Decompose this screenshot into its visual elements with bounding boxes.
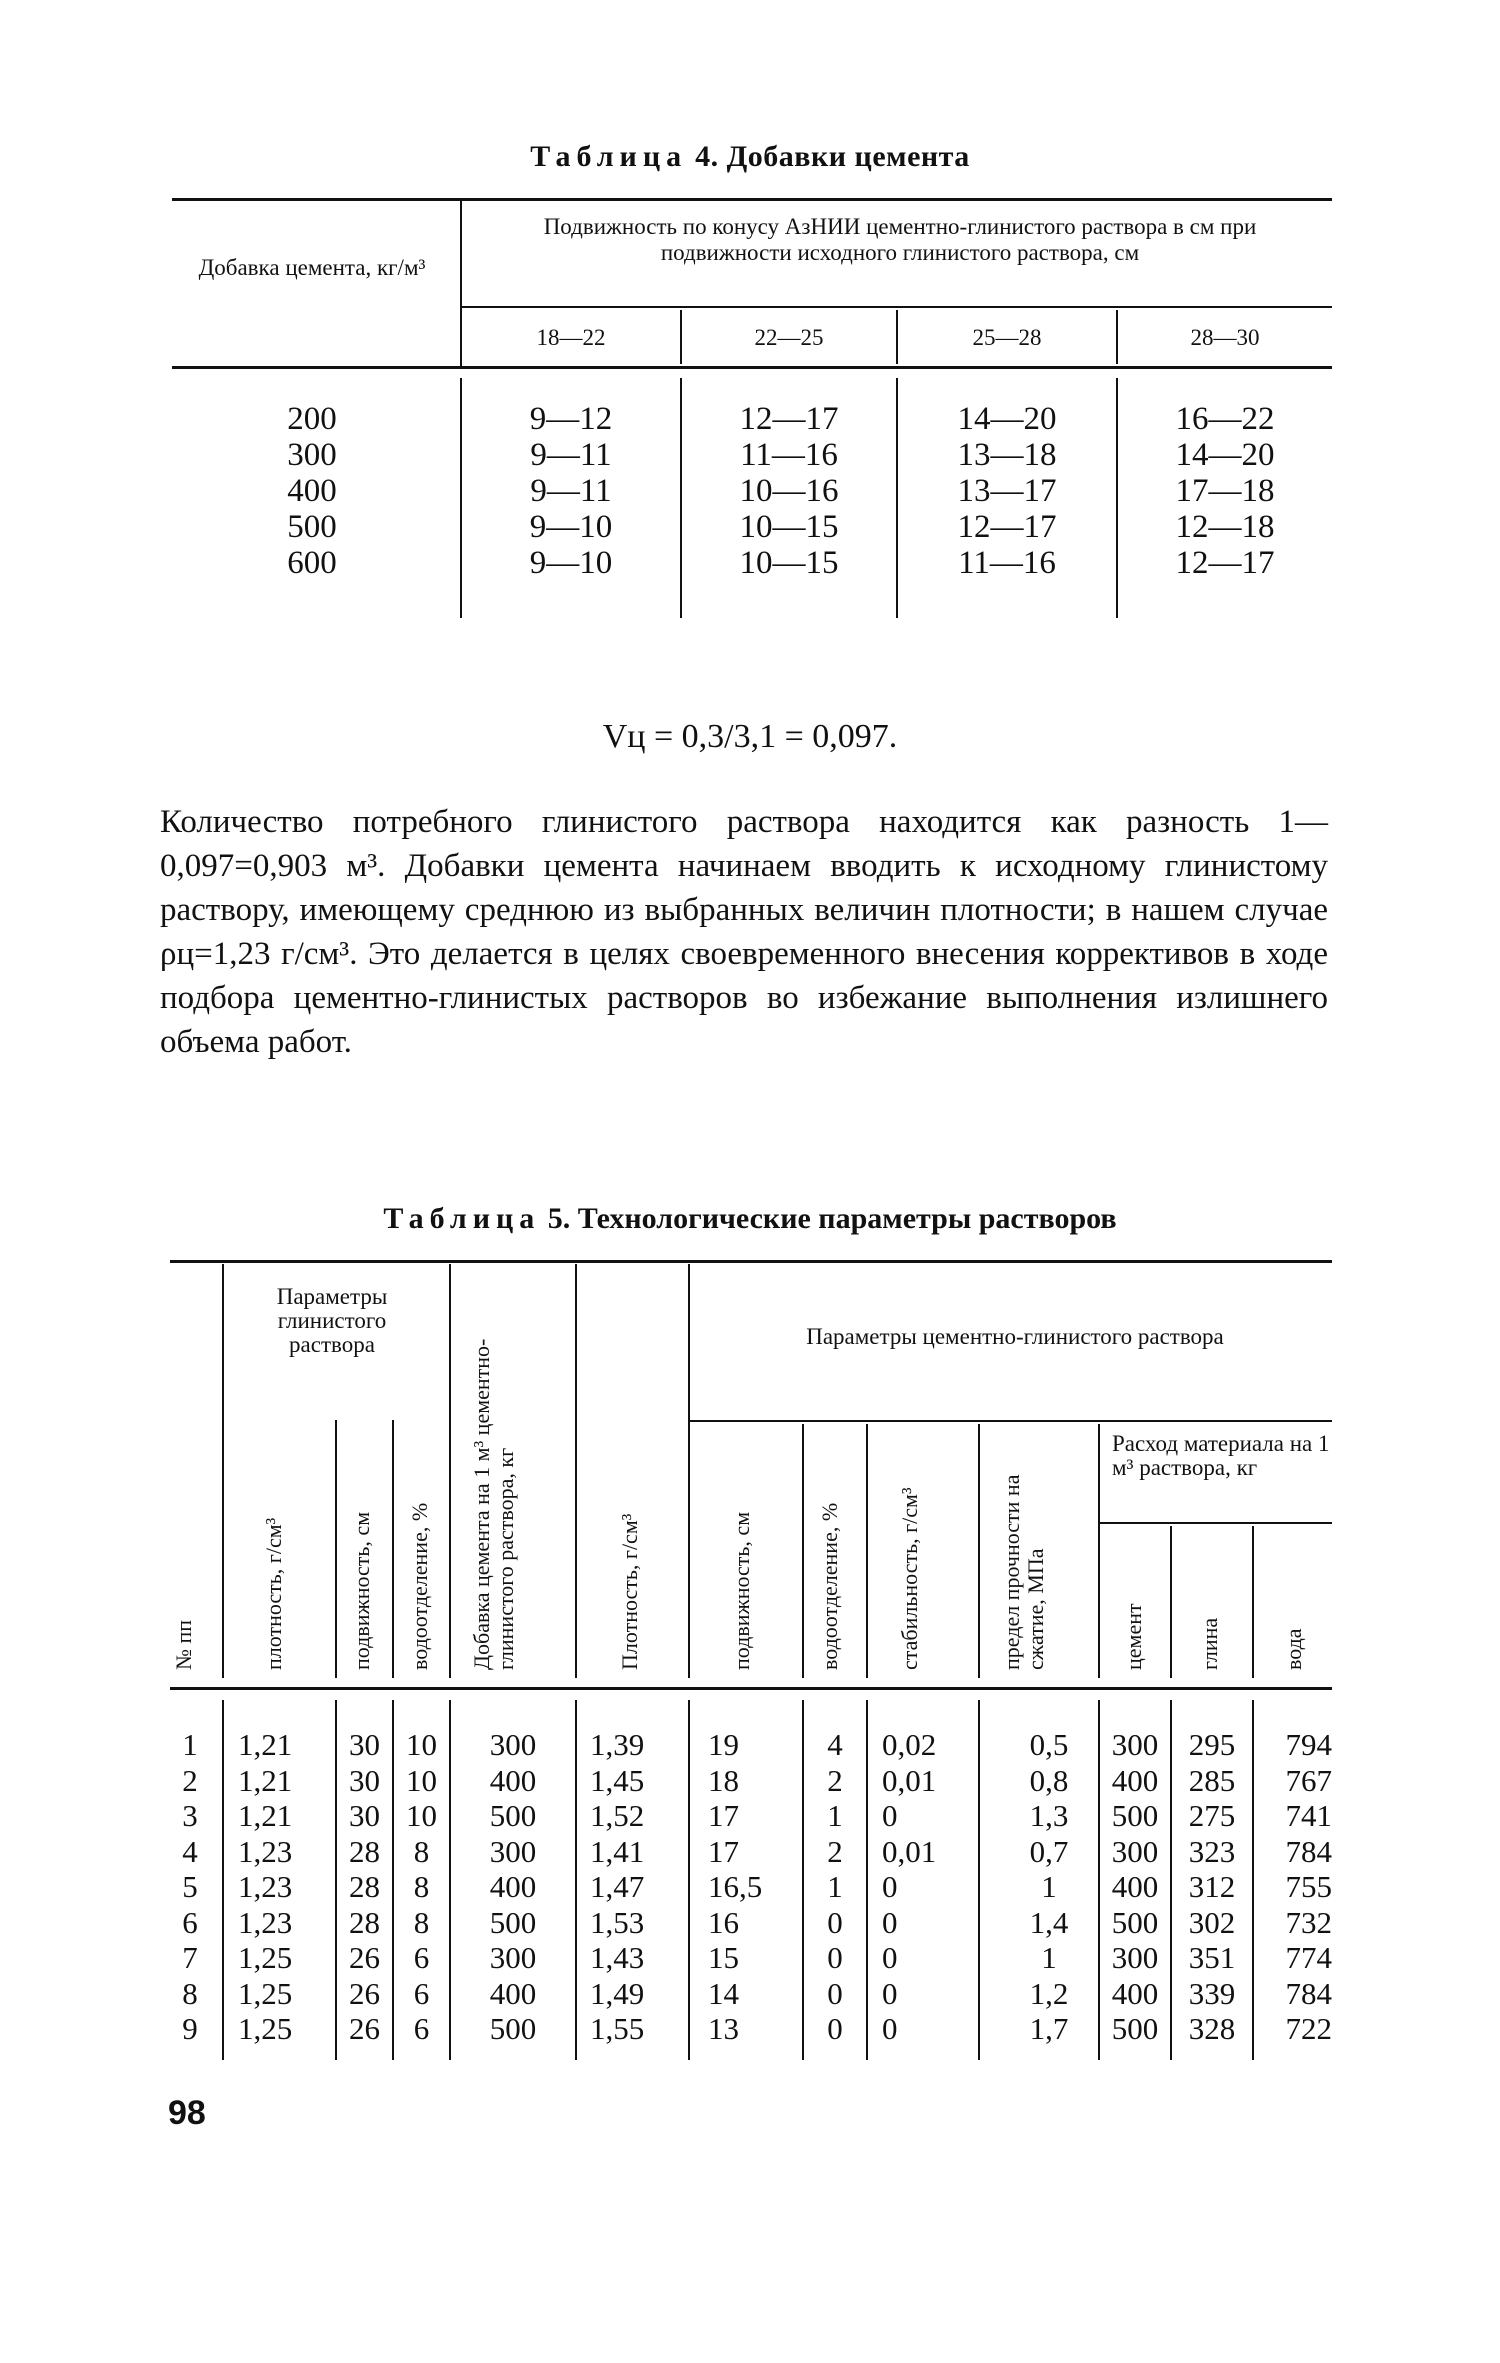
table5-cell: 1,49 bbox=[590, 1975, 645, 2011]
table5-cell: 300 bbox=[489, 1940, 537, 1975]
table4-value-cell: 10—15 bbox=[739, 509, 839, 545]
table5-cell: 339 bbox=[1188, 1975, 1236, 2011]
table5-cell: 328 bbox=[1188, 2011, 1236, 2046]
table5-cell: 784 bbox=[1285, 1833, 1332, 1869]
table5-cell: 0,02 bbox=[882, 1727, 937, 1762]
table5-cell: 312 bbox=[1188, 1869, 1236, 1904]
table5-header-clay: глина bbox=[1197, 1617, 1222, 1670]
table5-cell: 1,21 bbox=[238, 1798, 293, 1833]
table5-cell: 1,23 bbox=[238, 1904, 293, 1940]
table5-cell: 0 bbox=[882, 1869, 898, 1904]
table4-col-header: 28—30 bbox=[1190, 325, 1260, 350]
table4-cement-cell: 200 bbox=[287, 401, 337, 437]
table5-title-label: Таблица bbox=[383, 1202, 541, 1235]
table5-cell: 6 bbox=[413, 1975, 430, 2011]
table4-value-cell: 9—10 bbox=[529, 509, 613, 545]
table5-cell: 302 bbox=[1188, 1904, 1236, 1940]
table4-value-cell: 10—15 bbox=[739, 545, 839, 581]
table5-cell: 275 bbox=[1188, 1798, 1236, 1833]
table5-group-consumption: Расход материала на 1 м³ раствора, кг bbox=[1112, 1431, 1330, 1480]
table5-cell: 400 bbox=[489, 1975, 537, 2011]
table5-cell: 18 bbox=[708, 1762, 739, 1798]
table4-value-cell: 11—16 bbox=[958, 545, 1056, 581]
table5-header-density: Плотность, г/см³ bbox=[617, 1513, 642, 1670]
table5-cell: 400 bbox=[489, 1869, 537, 1904]
table5-cell: 17 bbox=[708, 1833, 739, 1869]
table4-value-cell: 12—17 bbox=[1175, 545, 1275, 581]
table5-cell: 10 bbox=[406, 1727, 437, 1762]
table5-cell: 400 bbox=[1111, 1975, 1159, 2011]
table5-cell: 1,4 bbox=[1029, 1904, 1069, 1940]
table5-header-cement: цемент bbox=[1121, 1603, 1146, 1670]
table5-cell: 323 bbox=[1188, 1833, 1236, 1869]
table5-cell: 500 bbox=[1111, 1904, 1159, 1940]
table5-cell: 1,43 bbox=[590, 1940, 645, 1975]
table5-title bbox=[0, 1202, 1500, 1236]
table5-cell: 500 bbox=[489, 2011, 537, 2046]
table5-cell: 767 bbox=[1285, 1762, 1332, 1798]
table5-cell: 2 bbox=[827, 1833, 843, 1869]
table5-group-clay: Параметры глинистого раствора bbox=[276, 1284, 388, 1357]
table5-cell: 0,7 bbox=[1029, 1833, 1069, 1869]
table5-cell: 351 bbox=[1188, 1940, 1236, 1975]
table5-cell: 0 bbox=[882, 1904, 898, 1940]
table5-cell: 784 bbox=[1285, 1975, 1332, 2011]
table4-value-cell: 12—18 bbox=[1175, 509, 1275, 545]
table5-cell: 28 bbox=[349, 1833, 380, 1869]
table5-cell: 15 bbox=[708, 1940, 739, 1975]
table5-cell: 0 bbox=[882, 2011, 898, 2046]
table4-value-cell: 13—17 bbox=[957, 473, 1057, 509]
table4-value-cell: 12—17 bbox=[957, 509, 1057, 545]
table5-cell: 8 bbox=[413, 1833, 430, 1869]
table5-cell: 500 bbox=[1111, 1798, 1159, 1833]
table5-cell: 500 bbox=[489, 1904, 537, 1940]
table5-cell: 1,25 bbox=[238, 2011, 293, 2046]
table5-cell: 1 bbox=[1041, 1869, 1057, 1904]
table4-value-cell: 9—10 bbox=[529, 545, 613, 581]
table5-cell: 500 bbox=[489, 1798, 537, 1833]
table5-cell: 10 bbox=[406, 1798, 437, 1833]
table5-cell: 1,25 bbox=[238, 1975, 293, 2011]
table4-value-cell: 10—16 bbox=[739, 473, 839, 509]
table5-cell: 755 bbox=[1285, 1869, 1332, 1904]
table4-value-cell: 16—22 bbox=[1175, 401, 1275, 437]
table4-value-cell: 11—16 bbox=[740, 437, 838, 473]
table5-cell: 6 bbox=[182, 1904, 198, 1940]
table5-cell: 30 bbox=[349, 1798, 380, 1833]
table5-cell: 0 bbox=[827, 2011, 843, 2046]
table5-cell: 1,21 bbox=[238, 1762, 293, 1798]
table5-cell: 0 bbox=[827, 1975, 843, 2011]
table4-title-text: 4. Добавки цемента bbox=[695, 140, 970, 173]
table5-cell: 295 bbox=[1188, 1727, 1236, 1762]
table5-cell: 0,01 bbox=[882, 1833, 937, 1869]
table5-cell: 1 bbox=[1041, 1940, 1057, 1975]
body-paragraph: Количество потребного глинистого раствора находится как разность 1—0,097=0,903 м³. Добавки цемента начинаем вводить к исходному глинистому раствору, имеющему среднюю из выбранных величин плотности; в нашем случае ρц=1,23 г/см³. Это делается в целях своевременного внесения коррективов в ходе подбора цементно-глинистых растворов во избежание выполнения излишнего объема работ. bbox=[160, 804, 1328, 1060]
table5-cell: 4 bbox=[827, 1727, 843, 1762]
table5-cell: 28 bbox=[349, 1869, 380, 1904]
page-number: 98 bbox=[168, 2094, 206, 2132]
table5-header-water: вода bbox=[1281, 1628, 1306, 1670]
table5-cell: 794 bbox=[1285, 1727, 1332, 1762]
table5-cell: 0 bbox=[827, 1940, 843, 1975]
table5-cell: 285 bbox=[1188, 1762, 1236, 1798]
table5-cell: 6 bbox=[413, 2011, 430, 2046]
table5-cell: 17 bbox=[708, 1798, 739, 1833]
table5-cell: 1,39 bbox=[590, 1727, 645, 1762]
table5-cell: 300 bbox=[1111, 1727, 1159, 1762]
table5-header-clay-density: плотность, г/см³ bbox=[261, 1517, 286, 1670]
table5-cell: 10 bbox=[406, 1762, 437, 1798]
table5-cell: 1,21 bbox=[238, 1727, 293, 1762]
table5-cell: 8 bbox=[182, 1975, 198, 2011]
table4-group-header: Подвижность по конусу АзНИИ цементно-глинистого раствора в см при подвижности исходного глинистого раствора, см bbox=[543, 214, 1257, 265]
table5-cell: 1,47 bbox=[590, 1869, 645, 1904]
table5-cell: 8 bbox=[413, 1904, 430, 1940]
table4-cement-cell: 400 bbox=[287, 473, 337, 509]
table4-col-header: 22—25 bbox=[754, 325, 824, 350]
table5-cell: 3 bbox=[182, 1798, 198, 1833]
table4-value-cell: 12—17 bbox=[739, 401, 839, 437]
table5-cell: 2 bbox=[182, 1762, 198, 1798]
table5-header-stability: стабильность, г/см³ bbox=[897, 1487, 922, 1670]
table5-group-cement: Параметры цементно-глинистого раствора bbox=[806, 1324, 1224, 1349]
table5-cell: 1 bbox=[827, 1869, 843, 1904]
table4-value-cell: 14—20 bbox=[957, 401, 1057, 437]
table5-cell: 26 bbox=[349, 1940, 380, 1975]
table5-cell: 1,55 bbox=[590, 2011, 645, 2046]
table5-cell: 0 bbox=[882, 1940, 898, 1975]
table4-col-header: 25—28 bbox=[972, 325, 1042, 350]
table5-cell: 1,2 bbox=[1029, 1975, 1069, 2011]
table5-header-mobility: подвижность, см bbox=[729, 1511, 754, 1670]
table5-cell: 19 bbox=[708, 1727, 739, 1762]
table4-value-cell: 13—18 bbox=[957, 437, 1057, 473]
table5-cell: 1,45 bbox=[590, 1762, 645, 1798]
table5-cell: 300 bbox=[1111, 1833, 1159, 1869]
table4-title bbox=[0, 140, 1500, 174]
table5-cell: 16 bbox=[708, 1904, 739, 1940]
table4-value-cell: 9—11 bbox=[530, 437, 612, 473]
table5-cell: 500 bbox=[1111, 2011, 1159, 2046]
table5-cell: 400 bbox=[1111, 1762, 1159, 1798]
table5-cell: 741 bbox=[1285, 1798, 1332, 1833]
table4-cement-cell: 500 bbox=[287, 509, 337, 545]
table5-header-strength: предел прочности на сжатие, МПа bbox=[999, 1474, 1048, 1670]
table5-cell: 1,23 bbox=[238, 1833, 293, 1869]
table4-value-cell: 17—18 bbox=[1175, 473, 1275, 509]
table5-cell: 0,5 bbox=[1029, 1727, 1069, 1762]
table5-cell: 0 bbox=[882, 1975, 898, 2011]
table5-cell: 14 bbox=[708, 1975, 739, 2011]
table5-header-water-sep: водоотделение, % bbox=[817, 1502, 842, 1670]
table5-header-clay-mobility: подвижность, см bbox=[349, 1511, 374, 1670]
table5-cell: 1,53 bbox=[590, 1904, 645, 1940]
table5-cell: 26 bbox=[349, 2011, 380, 2046]
table5-cell: 1 bbox=[182, 1727, 198, 1762]
table5-cell: 0 bbox=[827, 1904, 843, 1940]
table5-cell: 1,3 bbox=[1029, 1798, 1069, 1833]
table4-value-cell: 9—11 bbox=[530, 473, 612, 509]
table5-cell: 300 bbox=[489, 1833, 537, 1869]
table5-cell: 1 bbox=[827, 1798, 843, 1833]
table5-cell: 0,01 bbox=[882, 1762, 937, 1798]
table5-header-cement-add: Добавка цемента на 1 м³ цементно-глинистого раствора, кг bbox=[469, 1338, 518, 1670]
table4-cement-cell: 600 bbox=[287, 545, 337, 581]
table5-cell: 1,52 bbox=[590, 1798, 645, 1833]
table5-cell: 400 bbox=[1111, 1869, 1159, 1904]
table5-cell: 1,25 bbox=[238, 1940, 293, 1975]
table5-cell: 6 bbox=[413, 1940, 430, 1975]
table5-cell: 28 bbox=[349, 1904, 380, 1940]
table5-cell: 400 bbox=[489, 1762, 537, 1798]
table4-value-cell: 14—20 bbox=[1175, 437, 1275, 473]
table5-cell: 7 bbox=[182, 1940, 198, 1975]
table5-title-text: 5. Технологические параметры растворов bbox=[547, 1202, 1117, 1235]
table5-header-clay-water: водоотделение, % bbox=[407, 1502, 432, 1670]
table5-cell: 300 bbox=[1111, 1940, 1159, 1975]
table4-title-label: Таблица bbox=[530, 140, 688, 173]
table5-cell: 30 bbox=[349, 1762, 380, 1798]
table5-cell: 16,5 bbox=[708, 1869, 763, 1904]
table5-cell: 9 bbox=[182, 2011, 198, 2046]
table5-cell: 1,23 bbox=[238, 1869, 293, 1904]
formula: Vц = 0,3/3,1 = 0,097. bbox=[602, 718, 898, 755]
table5-cell: 2 bbox=[827, 1762, 843, 1798]
table4-col-header: 18—22 bbox=[536, 325, 606, 350]
table4-col0-header: Добавка цемента, кг/м³ bbox=[198, 255, 426, 280]
table5-header-num: № пп bbox=[171, 1619, 196, 1670]
table5-cell: 300 bbox=[489, 1727, 537, 1762]
table4-value-cell: 9—12 bbox=[529, 401, 613, 437]
table5-cell: 0,8 bbox=[1029, 1762, 1069, 1798]
table5-cell: 26 bbox=[349, 1975, 380, 2011]
table4-cement-cell: 300 bbox=[287, 437, 337, 473]
table5-cell: 8 bbox=[413, 1869, 430, 1904]
table5-cell: 30 bbox=[349, 1727, 380, 1762]
table5-cell: 1,41 bbox=[590, 1833, 645, 1869]
table5-cell: 732 bbox=[1285, 1904, 1332, 1940]
table5-cell: 0 bbox=[882, 1798, 898, 1833]
table5-cell: 1,7 bbox=[1029, 2011, 1069, 2046]
table5-cell: 722 bbox=[1285, 2011, 1332, 2046]
table5-cell: 774 bbox=[1285, 1940, 1332, 1975]
table5-cell: 4 bbox=[182, 1833, 198, 1869]
table5-cell: 13 bbox=[708, 2011, 739, 2046]
table5-cell: 5 bbox=[182, 1869, 198, 1904]
